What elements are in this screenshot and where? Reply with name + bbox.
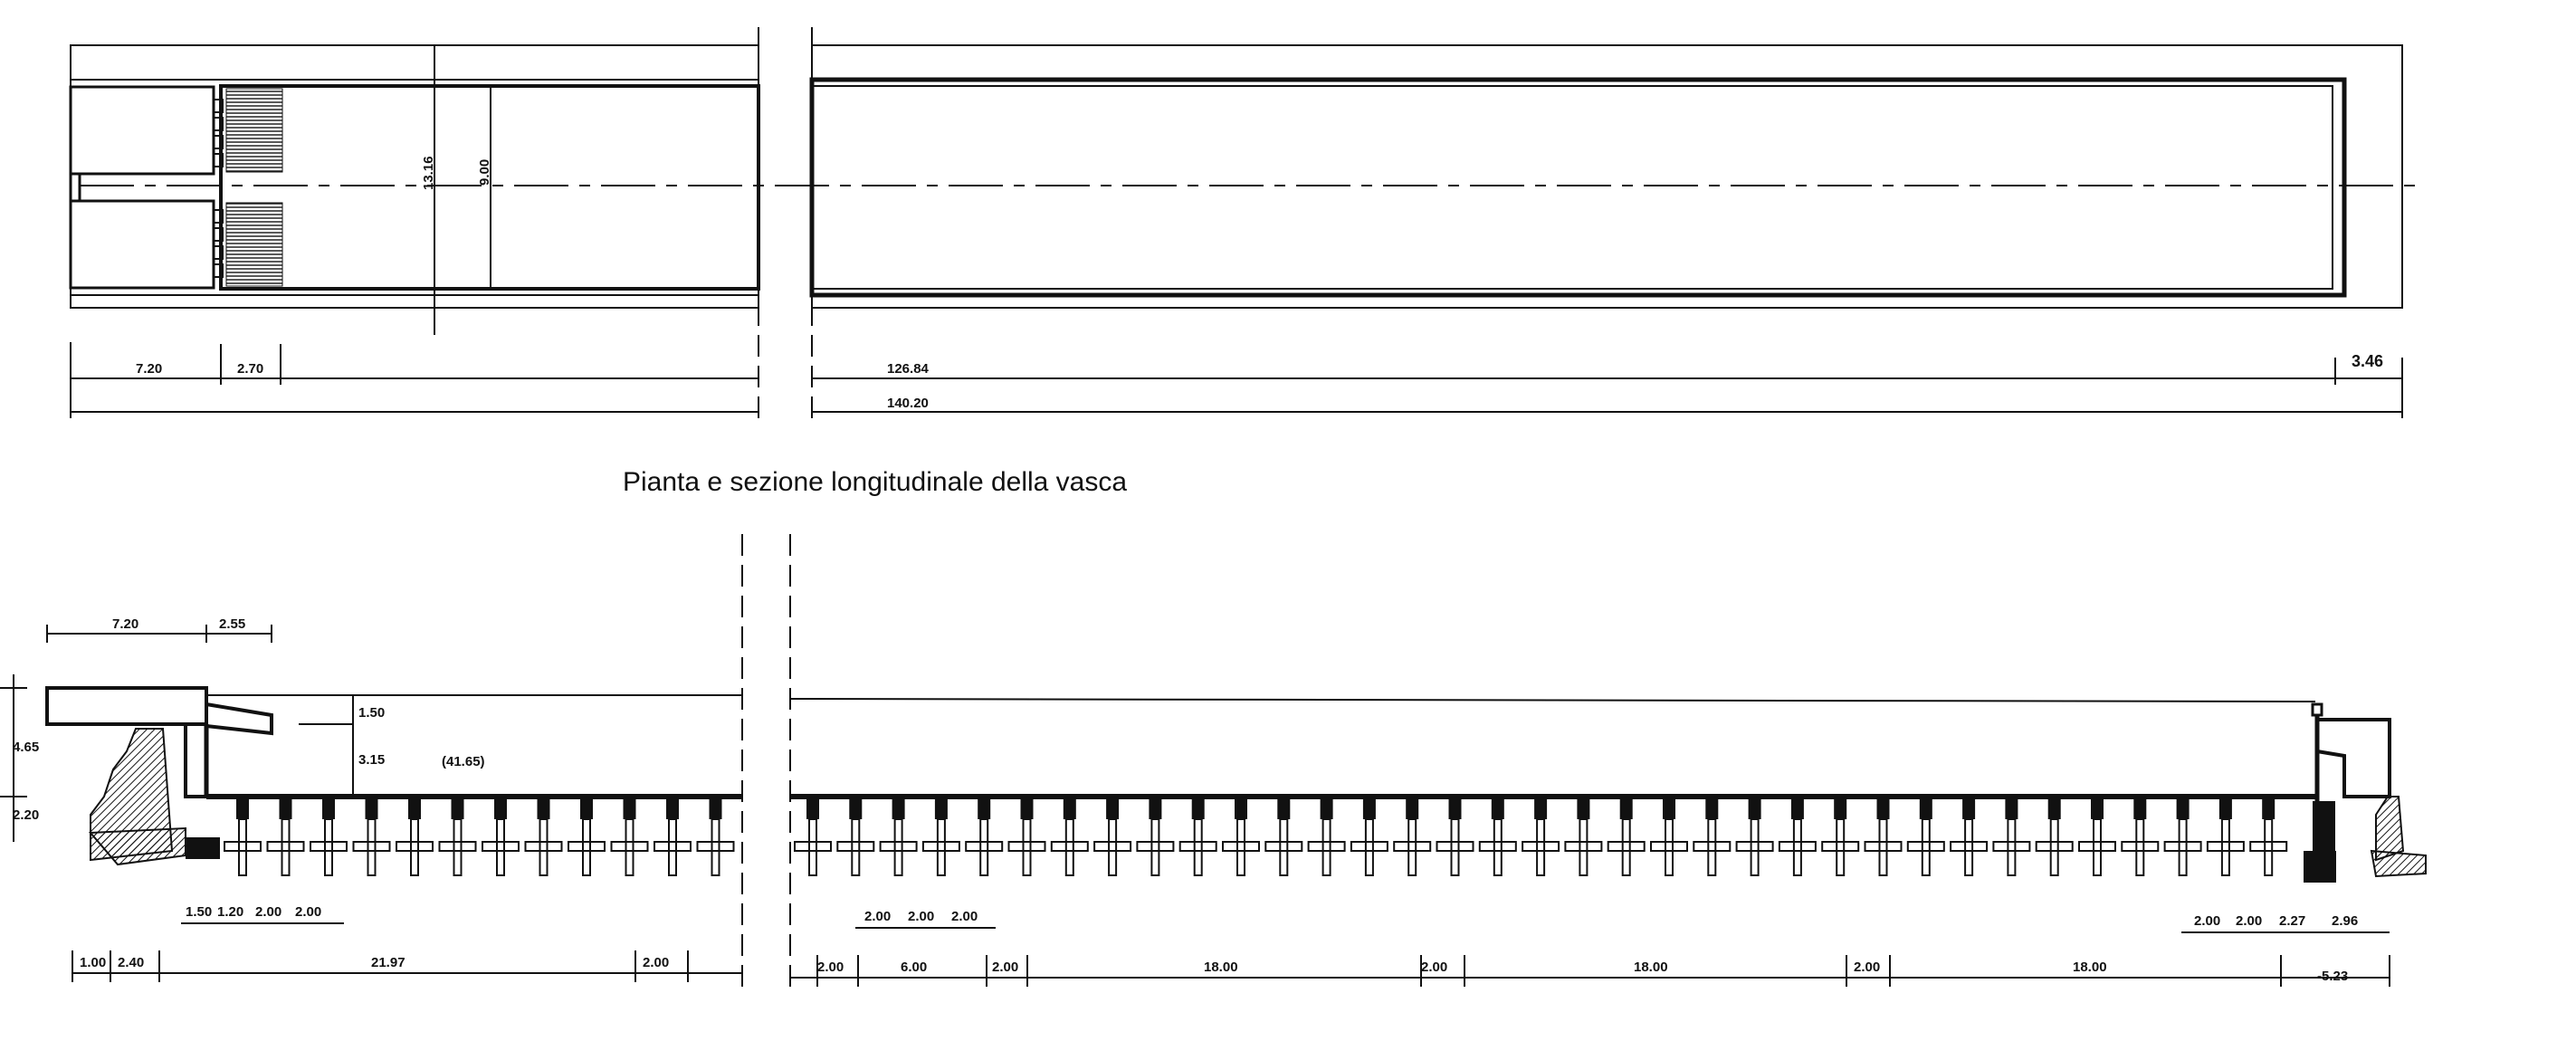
sec-pile-dim-l4: 2.00 [295,904,322,920]
pile-beam [1608,842,1645,851]
pile-beam [1522,842,1559,851]
pile-cap [236,799,249,819]
pile-cap [1877,799,1890,819]
pile [1708,819,1715,875]
sec-pile-dim-r3: 2.27 [2279,913,2306,929]
pile-beam [1137,842,1173,851]
pile-cap [624,799,636,819]
pile-cap [452,799,464,819]
pile-beam [2208,842,2244,851]
sec-pile-dim-r1: 2.00 [2194,913,2221,929]
pile-beam [1052,842,1088,851]
pile-cap [1962,799,1975,819]
pile-cap [1492,799,1504,819]
drawing-caption: Pianta e sezione longitudinale della vasca [623,467,1128,497]
plan-dim-total: 140.20 [887,396,929,411]
pile-beam [1737,842,1773,851]
pile [1109,819,1116,875]
pile [1623,819,1630,875]
pile [1579,819,1587,875]
pile [1151,819,1159,875]
sec-left-height-2: 2.20 [13,807,40,823]
pile [540,819,548,875]
bottom-dim-label: 2.00 [817,960,844,975]
sec-pile-dim-l3: 2.00 [255,904,282,920]
pile [938,819,945,875]
pile-beam [966,842,1002,851]
pile [895,819,902,875]
pile [2051,819,2058,875]
pile-cap [2005,799,2018,819]
pile-cap [1235,799,1247,819]
pile-beam [268,842,304,851]
pile-cap [1791,799,1804,819]
pile-beam [482,842,519,851]
pile-beam [1437,842,1474,851]
pile [1922,819,1930,875]
sec-left-height-1: 4.65 [13,740,40,755]
pile-cap [1920,799,1932,819]
pile [2094,819,2101,875]
pile [1965,819,1972,875]
pile-cap [2133,799,2146,819]
pile-beam [440,842,476,851]
pile-cap [494,799,507,819]
pile-cap [849,799,862,819]
pile [2008,819,2015,875]
pile-cap [1363,799,1376,819]
pile-cap [1321,799,1333,819]
pile [1537,819,1544,875]
pile [411,819,418,875]
sec-pile-dim-l2: 1.20 [217,904,244,920]
pile-beam [2165,842,2201,851]
pile-beam [1480,842,1516,851]
pile-beam [923,842,959,851]
plan-view [71,27,2426,425]
pile-beam [1651,842,1687,851]
pile-beam [795,842,831,851]
pile-beam [354,842,390,851]
pile-beam [1693,842,1730,851]
pile-cap [1834,799,1846,819]
sec-top-dim-1: 7.20 [112,616,139,632]
pile [1408,819,1416,875]
sec-pile-dim-r4: 2.96 [2332,913,2359,929]
bottom-dim-label: 2.00 [643,955,670,970]
pile [809,819,816,875]
pile-beam [2037,842,2073,851]
pile-cap [1406,799,1418,819]
pile-cap [2177,799,2190,819]
plan-width-label: 13.16 [421,156,436,190]
pile-cap [2262,799,2275,819]
pile-beam [612,842,648,851]
pile-cap [1149,799,1161,819]
pile-cap [935,799,948,819]
pile-beam [2122,842,2158,851]
pile-beam [1394,842,1430,851]
pile-cap [1534,799,1547,819]
pile-cap [408,799,421,819]
pile-beam [1223,842,1259,851]
pile-beam [310,842,347,851]
pile [852,819,859,875]
pile-beam [2250,842,2286,851]
bottom-dim-label: 21.97 [371,955,405,970]
pile [2265,819,2272,875]
pile-beam [1094,842,1131,851]
pile-beam [1993,842,2029,851]
pile-beam [224,842,261,851]
pile-beam [568,842,605,851]
bottom-dim-label: 18.00 [1634,960,1668,975]
pile-cap [1705,799,1718,819]
pile [1452,819,1459,875]
bottom-dim-label: 1.00 [80,955,107,970]
pile [669,819,676,875]
pile-beam [654,842,691,851]
pile [2222,819,2229,875]
pile-cap [366,799,378,819]
pile-beam [698,842,734,851]
pile [497,819,504,875]
pile-cap [2091,799,2104,819]
piles-group [224,799,2286,875]
pile-beam [1779,842,1816,851]
pile [1195,819,1202,875]
pile [1665,819,1673,875]
sec-pile-dim-r2: 2.00 [2236,913,2263,929]
pile [626,819,634,875]
pile-cap [978,799,990,819]
pile-cap [1192,799,1205,819]
pile [1024,819,1031,875]
pile-cap [1749,799,1761,819]
pile-cap [1663,799,1675,819]
pile-beam [396,842,433,851]
pile [712,819,720,875]
sec-pile-dim-m2: 2.00 [908,909,935,924]
pile [2180,819,2187,875]
pile [325,819,332,875]
pile-cap [710,799,722,819]
pile [239,819,246,875]
pile [1751,819,1759,875]
pile-beam [1951,842,1987,851]
bottom-dim-label: 6.00 [901,960,928,975]
pile-cap [666,799,679,819]
pile [980,819,987,875]
bottom-dim-label: -5.23 [2317,969,2349,984]
plan-dim-4: 3.46 [2352,352,2384,370]
sec-top-dim-2: 2.55 [219,616,246,632]
pile-beam [1265,842,1302,851]
pile [1794,819,1801,875]
sec-inner-height-1: 1.50 [358,705,386,721]
pile-beam [1351,842,1388,851]
pile [1837,819,1844,875]
pile-cap [580,799,593,819]
bottom-dim-label: 2.00 [1854,960,1881,975]
bottom-dim-label: 2.40 [118,955,145,970]
pile [1280,819,1287,875]
pile-beam [1822,842,1858,851]
pile-cap [1277,799,1290,819]
pile [368,819,376,875]
pile-beam [1908,842,1944,851]
pile [1494,819,1502,875]
pile-beam [1309,842,1345,851]
sec-pile-dim-m3: 2.00 [951,909,978,924]
pile-beam [1009,842,1045,851]
pile-beam [1565,842,1601,851]
bottom-dim-label: 18.00 [1204,960,1238,975]
pile [1066,819,1073,875]
pile-cap [322,799,335,819]
bottom-dim-label: 2.00 [992,960,1019,975]
bottom-dimensions [72,950,2390,987]
bottom-dim-label: 2.00 [1421,960,1448,975]
pile-beam [1180,842,1216,851]
pile-beam [881,842,917,851]
pile-beam [837,842,873,851]
pile [1237,819,1245,875]
pile-cap [892,799,905,819]
section-view [0,534,2426,987]
pile [1323,819,1331,875]
pile-cap [1021,799,1034,819]
pile [454,819,462,875]
pile-beam [526,842,562,851]
pile-cap [1106,799,1119,819]
plan-inner-width-label: 9.00 [477,158,492,186]
sec-pile-dim-l1: 1.50 [186,904,213,920]
pile [1366,819,1373,875]
pile-cap [1449,799,1462,819]
pile [1880,819,1887,875]
pile-cap [1064,799,1076,819]
pile-cap [2219,799,2232,819]
pile-beam [2079,842,2115,851]
pile-cap [806,799,819,819]
sec-pile-dim-m1: 2.00 [864,909,892,924]
plan-dim-1: 7.20 [136,361,163,377]
pile-cap [538,799,550,819]
plan-dim-3: 126.84 [887,361,929,377]
pile-beam [1865,842,1902,851]
pile [2136,819,2143,875]
bottom-dim-label: 18.00 [2073,960,2107,975]
pile-cap [1620,799,1633,819]
sec-water-level: (41.65) [442,754,485,769]
pile-cap [280,799,292,819]
pile [282,819,290,875]
plan-dim-2: 2.70 [237,361,264,377]
pile [583,819,590,875]
sec-inner-height-2: 3.15 [358,752,386,768]
pile-cap [1577,799,1589,819]
pile-cap [2048,799,2061,819]
